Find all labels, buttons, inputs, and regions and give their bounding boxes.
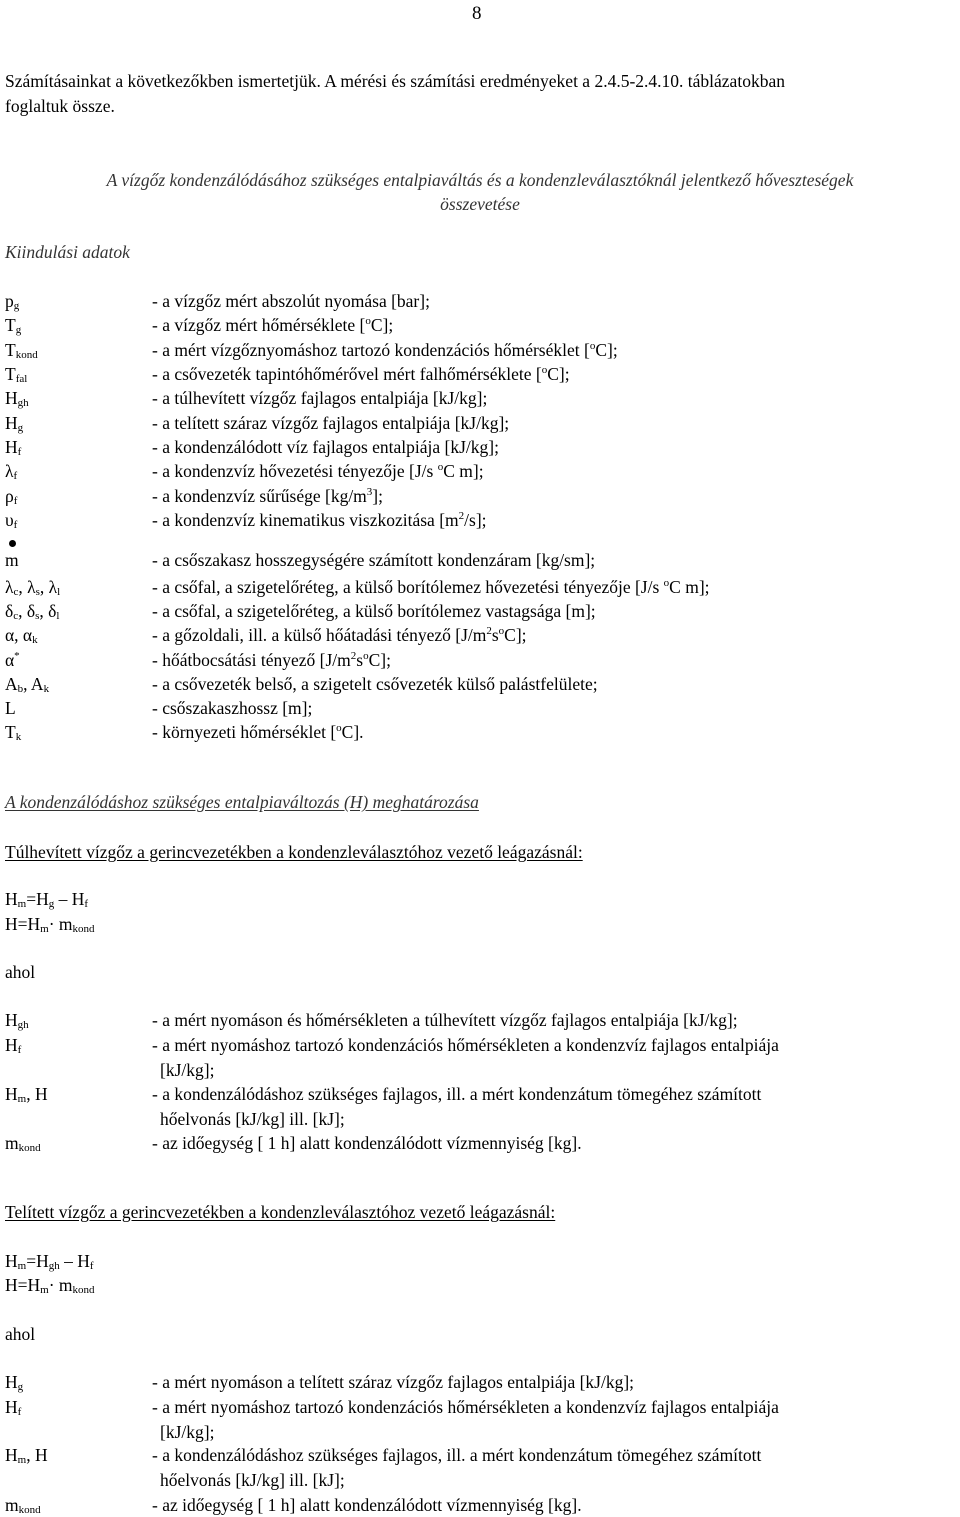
variable-symbol: $T_{fal}$ <box>5 364 28 385</box>
page-number: 8 <box>472 3 482 24</box>
definition-symbol: $H_g$ <box>5 1372 24 1393</box>
variable-symbol: $T_g$ <box>5 315 22 336</box>
definition-text: - a mért nyomáshoz tartozó kondenzációs hőmérsékleten a kondenzvíz fajlagos entalpiája <box>152 1397 779 1417</box>
variable-description: - a kondenzálódott víz fajlagos entalpiája [kJ/kg]; <box>152 437 499 457</box>
definition-text: - az időegység [ 1 h] alatt kondenzálódott vízmennyiség [kg]. <box>152 1495 582 1515</box>
variable-symbol: $p_g$ <box>5 291 20 312</box>
variable-symbol: $\lambda_f$ <box>5 461 18 482</box>
definition-symbol: $H_m$, H <box>5 1084 48 1105</box>
superheated-heading: Túlhevített vízgőz a gerincvezetékben a kondenzleválasztóhoz vezető leágazásnál: <box>5 842 583 862</box>
definition-text: - a mért nyomáson a telített száraz vízgőz fajlagos entalpiája [kJ/kg]; <box>152 1372 635 1392</box>
definition-symbol: $H_f$ <box>5 1035 22 1056</box>
variable-symbol: $\upsilon_f$ <box>5 510 18 531</box>
variable-description: - csőszakaszhossz [m]; <box>152 698 313 718</box>
variable-description: - hőátbocsátási tényező $[J/m^2s^oC]$; <box>152 650 391 670</box>
variable-description: - a vízgőz mért hőmérséklete [$^o$C]; <box>152 315 394 335</box>
definition-text: - az időegység [ 1 h] alatt kondenzálódott vízmennyiség [kg]. <box>152 1133 582 1153</box>
definition-symbol: $H_{gh}$ <box>5 1010 29 1031</box>
definition-symbol: $H_m$, H <box>5 1445 48 1466</box>
intro-line-1: Számításainkat a következőkben ismertetjük. A mérési és számítási eredményeket a 2.4.5-2.4.10. táblázatokban <box>5 71 785 91</box>
variable-symbol: $\delta_c$, $\delta_s$, $\delta_l$ <box>5 601 60 622</box>
variable-symbol: $H_f$ <box>5 437 22 458</box>
definition-text: hőelvonás [kJ/kg] ill. [kJ]; <box>160 1109 345 1129</box>
variable-description: - a csővezeték belső, a szigetelt csővezeték külső palástfelülete; <box>152 674 598 694</box>
variable-description: - a gőzoldali, ill. a külső hőátadási tényező $[J/m^2s^oC]$; <box>152 625 527 645</box>
definition-text: hőelvonás [kJ/kg] ill. [kJ]; <box>160 1470 345 1490</box>
section-title-line-1: A vízgőz kondenzálódásához szükséges entalpiaváltás és a kondenzleválasztóknál jelentkező hőveszteségek <box>106 170 854 190</box>
saturated-eq1: $H_m=H_{gh} - H_f$ <box>5 1251 94 1272</box>
variable-symbol: $\lambda_c$, $\lambda_s$, $\lambda_l$ <box>5 577 61 598</box>
variable-symbol: $H_{gh}$ <box>5 388 29 409</box>
superheated-eq2: $H=H_m\cdot m_{kond}$ <box>5 914 95 935</box>
variable-symbol: $A_b$, $A_k$ <box>5 674 50 695</box>
definition-text: - a kondenzálódáshoz szükséges fajlagos, ill. a mért kondenzátum tömegéhez számított <box>152 1445 762 1465</box>
variable-symbol: $\rho_f$ <box>5 486 18 507</box>
variable-description: - a csőszakasz hosszegységére számított kondenzáram [kg/sm]; <box>152 550 596 570</box>
variable-symbol: α, $\alpha_k$ <box>5 625 38 646</box>
variable-description: - a mért vízgőznyomáshoz tartozó kondenzációs hőmérséklet [$^o$C]; <box>152 340 618 360</box>
saturated-where: ahol <box>5 1324 36 1344</box>
definition-text: [kJ/kg]; <box>160 1060 215 1080</box>
variable-description: - a túlhevített vízgőz fajlagos entalpiája [kJ/kg]; <box>152 388 488 408</box>
definition-symbol: $H_f$ <box>5 1397 22 1418</box>
variable-symbol: m <box>5 550 19 570</box>
variable-description: - a csőfal, a szigetelőréteg, a külső borítólemez vastagsága [m]; <box>152 601 596 621</box>
variable-description: - a kondenzvíz sűrűsége $[kg/m^3]$; <box>152 486 383 506</box>
definition-text: - a kondenzálódáshoz szükséges fajlagos, ill. a mért kondenzátum tömegéhez számított <box>152 1084 762 1104</box>
definition-symbol: $m_{kond}$ <box>5 1133 41 1154</box>
superheated-eq1: $H_m=H_g - H_f$ <box>5 889 89 910</box>
variable-description: - a csővezeték tapintóhőmérővel mért falhőmérséklete [$^o$C]; <box>152 364 570 384</box>
intro-line-2: foglaltuk össze. <box>5 96 115 116</box>
variable-symbol: L <box>5 698 16 718</box>
definition-text: - a mért nyomáson és hőmérsékleten a túlhevített vízgőz fajlagos entalpiája [kJ/kg]; <box>152 1010 738 1030</box>
superheated-where: ahol <box>5 962 36 982</box>
variable-description: - a vízgőz mért abszolút nyomása [bar]; <box>152 291 430 311</box>
definition-text: - a mért nyomáshoz tartozó kondenzációs hőmérsékleten a kondenzvíz fajlagos entalpiája <box>152 1035 779 1055</box>
definition-text: [kJ/kg]; <box>160 1422 215 1442</box>
definition-symbol: $m_{kond}$ <box>5 1495 41 1516</box>
variable-description: - környezeti hőmérséklet [$^o$C]. <box>152 722 364 742</box>
section-title-line-2: összevetése <box>440 194 520 214</box>
dot-accent-mark <box>9 540 16 547</box>
variable-symbol: $T_{kond}$ <box>5 340 38 361</box>
initial-data-heading: Kiindulási adatok <box>5 242 130 262</box>
variable-symbol: α* <box>5 650 20 670</box>
section2-title: A kondenzálódáshoz szükséges entalpiaváltozás (H) meghatározása <box>5 792 479 812</box>
variable-description: - a telített száraz vízgőz fajlagos entalpiája [kJ/kg]; <box>152 413 510 433</box>
variable-symbol: $T_k$ <box>5 722 22 743</box>
saturated-heading: Telített vízgőz a gerincvezetékben a kondenzleválasztóhoz vezető leágazásnál: <box>5 1202 556 1222</box>
variable-description: - a kondenzvíz kinematikus viszkozitása $[m^2/s]$; <box>152 510 487 530</box>
variable-symbol: $H_g$ <box>5 413 24 434</box>
variable-description: - a csőfal, a szigetelőréteg, a külső borítólemez hővezetési tényezője [J/s $^o$C m]; <box>152 577 710 597</box>
saturated-eq2: $H=H_m\cdot m_{kond}$ <box>5 1275 95 1296</box>
variable-description: - a kondenzvíz hővezetési tényezője [J/s $^o$C m]; <box>152 461 484 481</box>
